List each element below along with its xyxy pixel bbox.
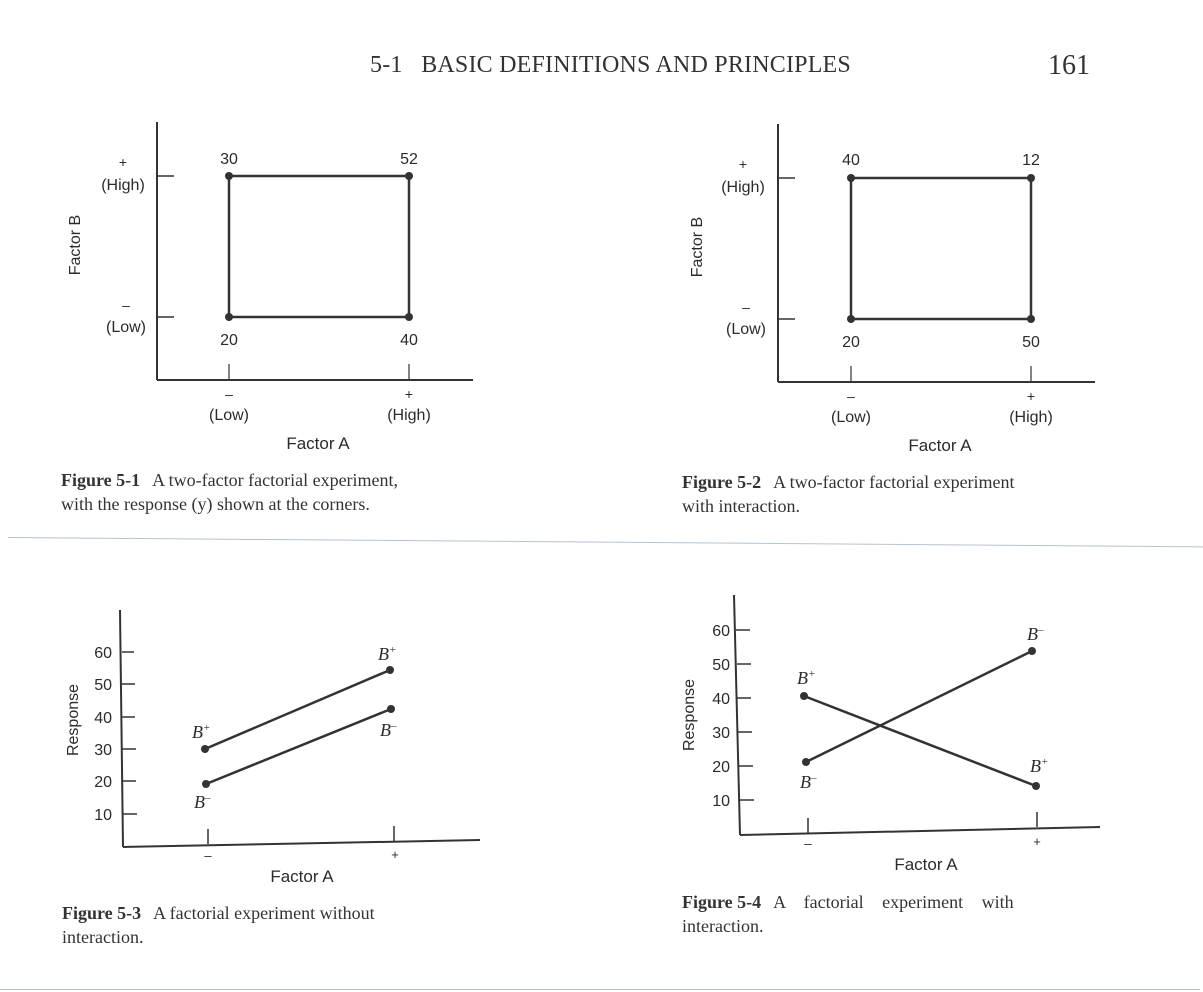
svg-text:60: 60 bbox=[712, 623, 730, 640]
figure-5-4 bbox=[670, 590, 1120, 880]
svg-text:+: + bbox=[391, 847, 399, 862]
section-title: 5-1 BASIC DEFINITIONS AND PRINCIPLES bbox=[370, 52, 851, 78]
svg-text:+: + bbox=[118, 154, 128, 170]
svg-text:+: + bbox=[738, 156, 748, 172]
corner-value: 52 bbox=[400, 151, 418, 168]
corner-value: 50 bbox=[1022, 334, 1040, 351]
x-high-label: (High) bbox=[1009, 409, 1053, 426]
svg-text:+: + bbox=[1033, 834, 1041, 849]
series-label-bminus: B– bbox=[380, 720, 397, 740]
figure-5-2-caption: Figure 5-2 A two-factor factorial experiment with interaction. bbox=[682, 472, 1015, 516]
x-axis-label: Factor A bbox=[894, 855, 958, 874]
x-low-label: (Low) bbox=[208, 407, 250, 424]
divider-line bbox=[0, 989, 1200, 990]
svg-text:–: – bbox=[122, 297, 130, 313]
svg-text:40: 40 bbox=[712, 691, 730, 708]
y-axis-label: Response bbox=[65, 683, 82, 757]
svg-text:+: + bbox=[404, 386, 414, 402]
series-label-bminus: B– bbox=[194, 792, 211, 812]
y-high-label: (High) bbox=[101, 177, 145, 194]
x-axis-label: Factor A bbox=[286, 434, 350, 453]
figure-5-3 bbox=[50, 600, 500, 900]
svg-text:–: – bbox=[225, 386, 233, 402]
corner-value: 40 bbox=[400, 332, 418, 349]
series-label-bplus: B+ bbox=[192, 722, 211, 742]
svg-text:50: 50 bbox=[94, 677, 112, 694]
figure-5-1-caption: Figure 5-1 A two-factor factorial experiment, with the response (y) shown at the corners. bbox=[61, 470, 399, 514]
figure-label: Figure 5-2 bbox=[682, 472, 762, 492]
svg-text:60: 60 bbox=[94, 645, 112, 662]
svg-text:10: 10 bbox=[712, 793, 730, 810]
y-axis-label: Response bbox=[681, 678, 698, 752]
figure-label: Figure 5-1 bbox=[61, 470, 141, 490]
figure-5-2 bbox=[670, 110, 1120, 460]
corner-value: 20 bbox=[220, 332, 238, 349]
y-high-label: (High) bbox=[721, 179, 765, 196]
svg-text:10: 10 bbox=[94, 807, 112, 824]
x-axis-label: Factor A bbox=[908, 436, 972, 455]
svg-text:40: 40 bbox=[94, 710, 112, 727]
x-low-label: (Low) bbox=[830, 409, 872, 426]
svg-text:30: 30 bbox=[712, 725, 730, 742]
series-label-bplus: B+ bbox=[797, 668, 816, 688]
corner-value: 30 bbox=[220, 151, 238, 168]
series-label-bminus: B– bbox=[1027, 624, 1044, 644]
y-axis-label: Factor B bbox=[67, 214, 84, 276]
svg-text:20: 20 bbox=[712, 759, 730, 776]
figure-5-4-caption: Figure 5-4 A factorial experiment with interaction. bbox=[682, 892, 1014, 936]
y-axis-label: Factor B bbox=[689, 216, 706, 278]
svg-text:+: + bbox=[1026, 388, 1036, 404]
corner-value: 12 bbox=[1022, 152, 1040, 169]
svg-text:20: 20 bbox=[94, 774, 112, 791]
series-label-bminus: B– bbox=[800, 772, 817, 792]
figure-label: Figure 5-3 bbox=[62, 903, 142, 923]
figure-label: Figure 5-4 bbox=[682, 892, 762, 912]
series-label-bplus: B+ bbox=[378, 644, 397, 664]
corner-value: 40 bbox=[842, 152, 860, 169]
y-low-label: (Low) bbox=[725, 321, 767, 338]
y-low-label: (Low) bbox=[105, 319, 147, 336]
svg-text:–: – bbox=[804, 836, 812, 851]
figure-5-3-caption: Figure 5-3 A factorial experiment without interaction. bbox=[62, 903, 375, 947]
x-high-label: (High) bbox=[387, 407, 431, 424]
svg-text:30: 30 bbox=[94, 742, 112, 759]
svg-text:–: – bbox=[742, 299, 750, 315]
series-label-bplus: B+ bbox=[1030, 756, 1049, 776]
x-axis-label: Factor A bbox=[270, 867, 334, 886]
svg-text:50: 50 bbox=[712, 657, 730, 674]
figure-5-1 bbox=[50, 110, 500, 460]
page-number: 161 bbox=[1048, 50, 1090, 81]
svg-text:–: – bbox=[204, 848, 212, 863]
svg-text:–: – bbox=[847, 388, 855, 404]
divider-line bbox=[8, 537, 1203, 547]
corner-value: 20 bbox=[842, 334, 860, 351]
